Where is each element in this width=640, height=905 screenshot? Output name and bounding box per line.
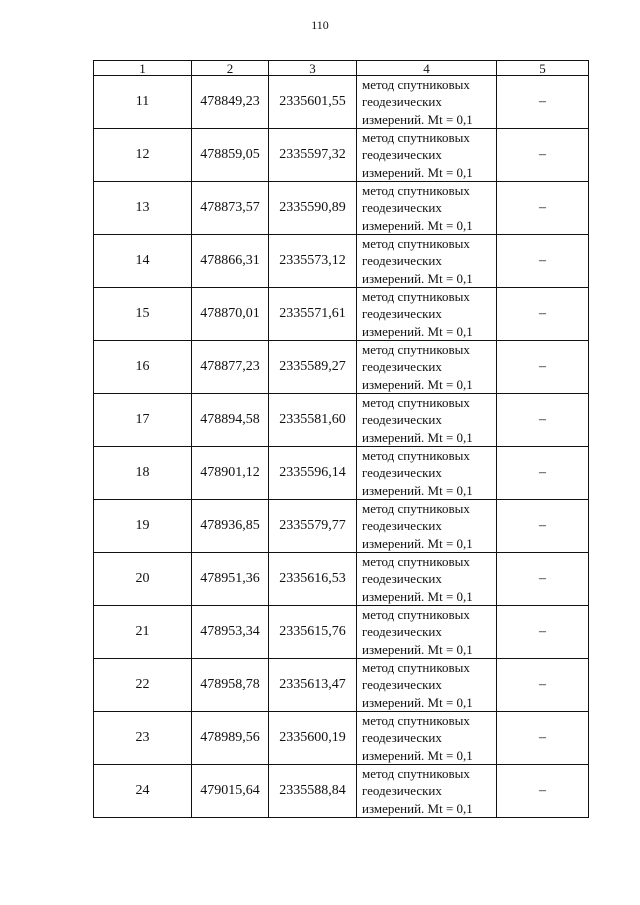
y-coordinate-cell: 2335590,89: [269, 182, 357, 235]
x-coordinate-cell: 478989,56: [192, 712, 269, 765]
method-cell: [357, 659, 497, 712]
method-cell: [357, 553, 497, 606]
method-line: метод спутниковых: [362, 607, 470, 623]
x-coordinate-cell: 478953,34: [192, 606, 269, 659]
method-cell: [357, 500, 497, 553]
method-line: геодезических: [362, 412, 442, 428]
y-coordinate-cell: 2335588,84: [269, 765, 357, 818]
x-coordinate-cell: 478870,01: [192, 288, 269, 341]
method-line: измерений. Mt = 0,1: [362, 429, 473, 445]
note-cell: –: [497, 606, 589, 659]
method-line: геодезических: [362, 253, 442, 269]
x-coordinate-cell: 478936,85: [192, 500, 269, 553]
column-header: 1: [94, 61, 192, 76]
note-cell: –: [497, 394, 589, 447]
y-coordinate-cell: 2335573,12: [269, 235, 357, 288]
method-line: метод спутниковых: [362, 713, 470, 729]
y-coordinate-cell: 2335601,55: [269, 76, 357, 129]
point-number-cell: 16: [94, 341, 192, 394]
method-line: метод спутниковых: [362, 766, 470, 782]
note-cell: –: [497, 447, 589, 500]
method-line: геодезических: [362, 730, 442, 746]
note-cell: –: [497, 182, 589, 235]
method-line: измерений. Mt = 0,1: [362, 270, 473, 286]
method-line: измерений. Mt = 0,1: [362, 376, 473, 392]
method-line: геодезических: [362, 200, 442, 216]
table-row: [94, 76, 589, 129]
method-line: измерений. Mt = 0,1: [362, 217, 473, 233]
note-cell: –: [497, 765, 589, 818]
method-line: геодезических: [362, 677, 442, 693]
table-row: [94, 129, 589, 182]
y-coordinate-cell: 2335581,60: [269, 394, 357, 447]
point-number-cell: 17: [94, 394, 192, 447]
point-number-cell: 13: [94, 182, 192, 235]
method-cell: [357, 182, 497, 235]
note-cell: –: [497, 288, 589, 341]
method-line: геодезических: [362, 94, 442, 110]
x-coordinate-cell: 478859,05: [192, 129, 269, 182]
method-line: геодезических: [362, 783, 442, 799]
table-row: [94, 765, 589, 818]
x-coordinate-cell: 478873,57: [192, 182, 269, 235]
x-coordinate-cell: 478894,58: [192, 394, 269, 447]
y-coordinate-cell: 2335571,61: [269, 288, 357, 341]
point-number-cell: 20: [94, 553, 192, 606]
method-line: метод спутниковых: [362, 77, 470, 93]
method-line: геодезических: [362, 306, 442, 322]
x-coordinate-cell: 478901,12: [192, 447, 269, 500]
method-cell: [357, 76, 497, 129]
note-cell: –: [497, 553, 589, 606]
method-cell: [357, 341, 497, 394]
method-line: измерений. Mt = 0,1: [362, 535, 473, 551]
method-line: геодезических: [362, 571, 442, 587]
table-row: [94, 182, 589, 235]
method-line: метод спутниковых: [362, 236, 470, 252]
column-header: 4: [357, 61, 497, 76]
point-number-cell: 24: [94, 765, 192, 818]
x-coordinate-cell: 478958,78: [192, 659, 269, 712]
method-line: метод спутниковых: [362, 660, 470, 676]
y-coordinate-cell: 2335613,47: [269, 659, 357, 712]
method-line: геодезических: [362, 465, 442, 481]
method-line: метод спутниковых: [362, 289, 470, 305]
y-coordinate-cell: 2335596,14: [269, 447, 357, 500]
method-line: измерений. Mt = 0,1: [362, 111, 473, 127]
method-cell: [357, 447, 497, 500]
table-row: [94, 394, 589, 447]
column-header: 5: [497, 61, 589, 76]
point-number-cell: 11: [94, 76, 192, 129]
y-coordinate-cell: 2335616,53: [269, 553, 357, 606]
note-cell: –: [497, 712, 589, 765]
coordinates-table: [93, 60, 589, 818]
note-cell: –: [497, 500, 589, 553]
method-cell: [357, 129, 497, 182]
table-row: [94, 235, 589, 288]
table-row: [94, 288, 589, 341]
table-body: [94, 76, 589, 818]
method-line: геодезических: [362, 624, 442, 640]
method-cell: [357, 394, 497, 447]
method-line: метод спутниковых: [362, 342, 470, 358]
note-cell: –: [497, 129, 589, 182]
method-line: метод спутниковых: [362, 501, 470, 517]
table-row: [94, 553, 589, 606]
x-coordinate-cell: 478866,31: [192, 235, 269, 288]
point-number-cell: 22: [94, 659, 192, 712]
table-row: [94, 341, 589, 394]
method-line: метод спутниковых: [362, 130, 470, 146]
x-coordinate-cell: 478951,36: [192, 553, 269, 606]
column-header: 3: [269, 61, 357, 76]
method-line: метод спутниковых: [362, 554, 470, 570]
point-number-cell: 14: [94, 235, 192, 288]
page-number: 110: [311, 18, 329, 32]
table-row: [94, 659, 589, 712]
method-line: измерений. Mt = 0,1: [362, 747, 473, 763]
table-row: [94, 447, 589, 500]
method-line: измерений. Mt = 0,1: [362, 694, 473, 710]
note-cell: –: [497, 341, 589, 394]
note-cell: –: [497, 235, 589, 288]
x-coordinate-cell: 478849,23: [192, 76, 269, 129]
method-line: измерений. Mt = 0,1: [362, 588, 473, 604]
method-cell: [357, 606, 497, 659]
point-number-cell: 21: [94, 606, 192, 659]
method-line: измерений. Mt = 0,1: [362, 482, 473, 498]
point-number-cell: 15: [94, 288, 192, 341]
point-number-cell: 19: [94, 500, 192, 553]
y-coordinate-cell: 2335600,19: [269, 712, 357, 765]
method-line: метод спутниковых: [362, 395, 470, 411]
note-cell: –: [497, 76, 589, 129]
note-cell: –: [497, 659, 589, 712]
column-header: 2: [192, 61, 269, 76]
table-header-row: [94, 61, 589, 76]
table-row: [94, 606, 589, 659]
method-line: метод спутниковых: [362, 448, 470, 464]
x-coordinate-cell: 479015,64: [192, 765, 269, 818]
y-coordinate-cell: 2335597,32: [269, 129, 357, 182]
table-row: [94, 712, 589, 765]
x-coordinate-cell: 478877,23: [192, 341, 269, 394]
point-number-cell: 12: [94, 129, 192, 182]
method-line: геодезических: [362, 518, 442, 534]
method-line: геодезических: [362, 147, 442, 163]
method-cell: [357, 765, 497, 818]
method-cell: [357, 288, 497, 341]
y-coordinate-cell: 2335615,76: [269, 606, 357, 659]
method-line: метод спутниковых: [362, 183, 470, 199]
method-cell: [357, 235, 497, 288]
method-cell: [357, 712, 497, 765]
point-number-cell: 23: [94, 712, 192, 765]
method-line: измерений. Mt = 0,1: [362, 641, 473, 657]
table-row: [94, 500, 589, 553]
method-line: измерений. Mt = 0,1: [362, 800, 473, 816]
method-line: измерений. Mt = 0,1: [362, 323, 473, 339]
point-number-cell: 18: [94, 447, 192, 500]
method-line: измерений. Mt = 0,1: [362, 164, 473, 180]
method-line: геодезических: [362, 359, 442, 375]
y-coordinate-cell: 2335579,77: [269, 500, 357, 553]
y-coordinate-cell: 2335589,27: [269, 341, 357, 394]
